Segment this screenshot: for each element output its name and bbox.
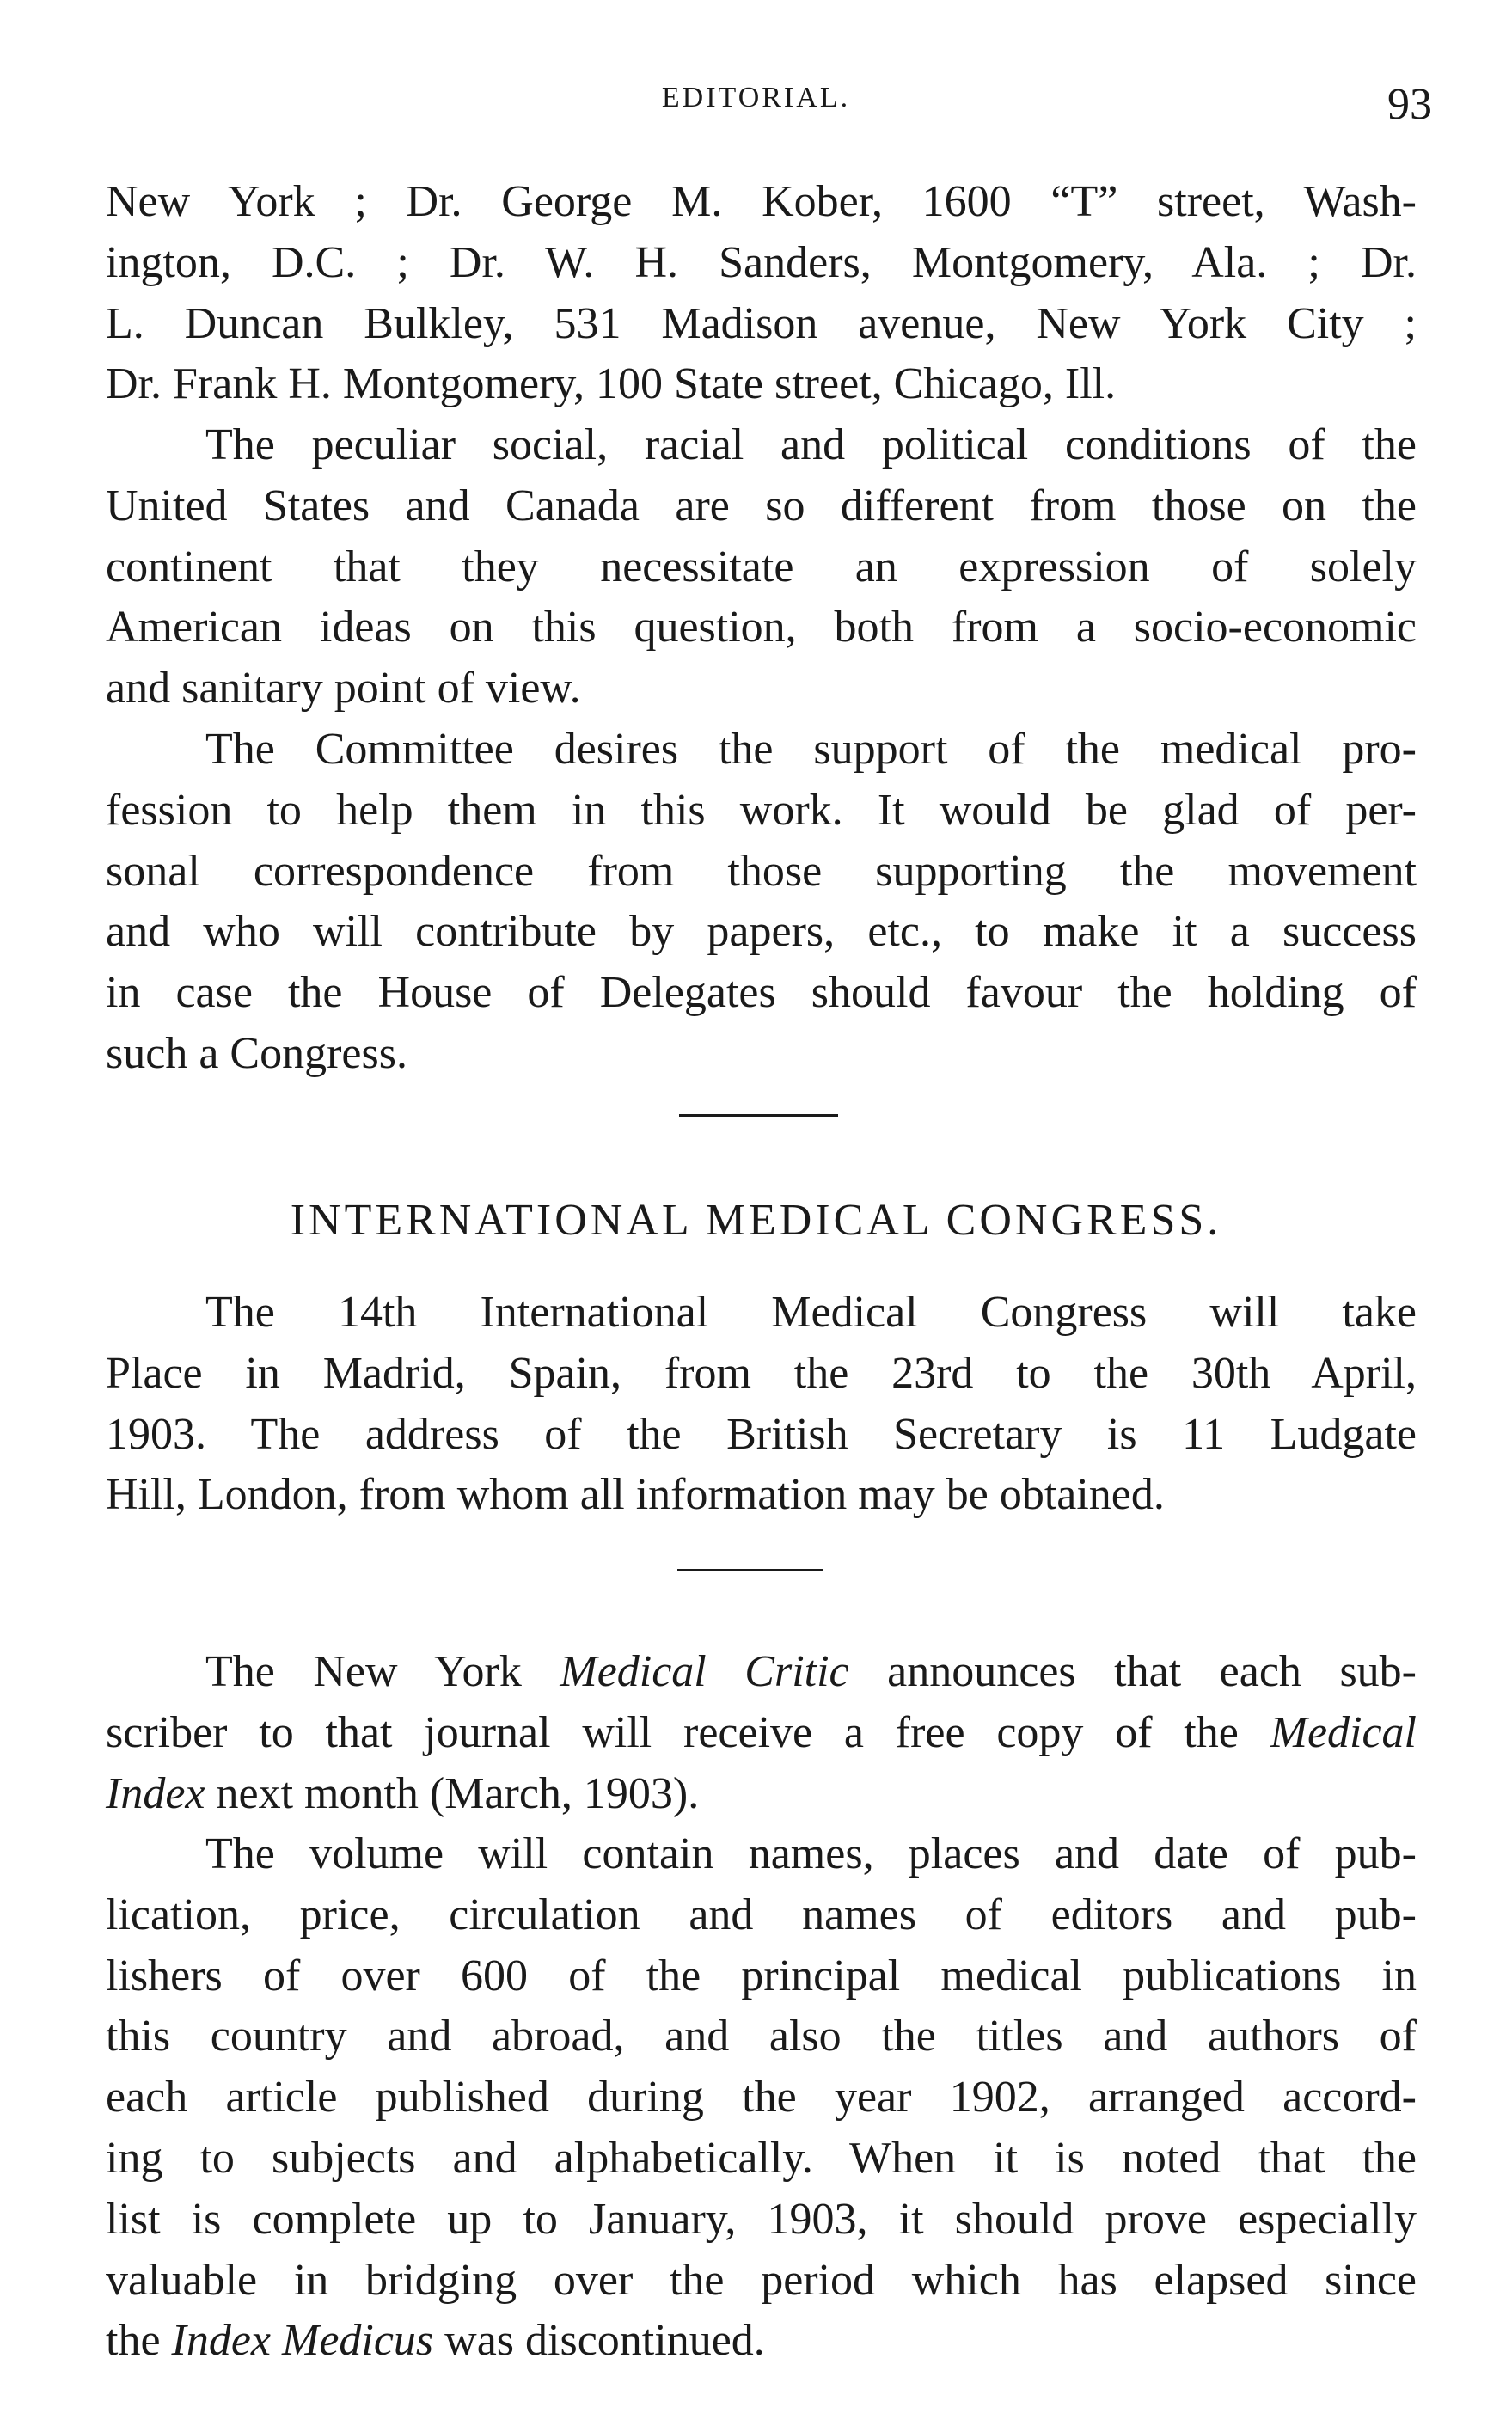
text-line: list is complete up to January, 1903, it should prove especially — [106, 2194, 1417, 2244]
text-line: and sanitary point of view. — [106, 664, 581, 714]
text-line: Dr. Frank H. Montgomery, 100 State street, Chicago, Ill. — [106, 359, 1117, 409]
text-line — [106, 1703, 1417, 1764]
committee-paragraph — [106, 720, 1417, 1085]
page-number: 93 — [1387, 80, 1432, 129]
text-run: scriber to that journal will receive a free copy of the — [106, 1707, 1270, 1757]
text-line: fession to help them in this work. It would be glad of per- — [106, 785, 1417, 835]
text-line: such a Congress. — [106, 1028, 407, 1078]
text-line: United States and Canada are so different from those on the — [106, 481, 1417, 530]
text-run: The New York — [205, 1647, 560, 1696]
text-line — [106, 1764, 1417, 1825]
text-run: next month (March, 1903). — [205, 1768, 700, 1818]
text-line: and who will contribute by papers, etc., to make it a success — [106, 907, 1417, 957]
text-line: The peculiar social, racial and political conditions of the — [205, 420, 1417, 469]
section-divider — [679, 1114, 838, 1117]
text-line: valuable in bridging over the period which has elapsed since — [106, 2255, 1417, 2305]
text-line: this country and abroad, and also the titles and authors of — [106, 2012, 1417, 2061]
congress-paragraph — [106, 1283, 1417, 1526]
section-heading: INTERNATIONAL MEDICAL CONGRESS. — [290, 1196, 1222, 1245]
text-line: New York ; Dr. George M. Kober, 1600 “T” street, Wash- — [106, 177, 1417, 226]
text-line: sonal correspondence from those supporting the movement — [106, 846, 1417, 896]
text-line: 1903. The address of the British Secretary is 11 Ludgate — [106, 1409, 1417, 1459]
text-line: Place in Madrid, Spain, from the 23rd to the 30th April, — [106, 1348, 1417, 1398]
text-line — [106, 2311, 1417, 2372]
volume-paragraph — [106, 1824, 1417, 2372]
journal-title: Medical Critic — [560, 1647, 849, 1696]
text-line: Hill, London, from whom all information may be obtained. — [106, 1470, 1165, 1520]
journal-title: Medical — [1270, 1707, 1417, 1757]
text-line: L. Duncan Bulkley, 531 Madison avenue, New York City ; — [106, 298, 1417, 348]
text-line: The Committee desires the support of the medical pro- — [205, 725, 1417, 774]
journal-title: Index — [106, 1768, 205, 1818]
text-line: in case the House of Delegates should favour the holding of — [106, 968, 1417, 1018]
text-line: ington, D.C. ; Dr. W. H. Sanders, Montgomery, Ala. ; Dr. — [106, 237, 1417, 287]
text-run: announces that each sub- — [848, 1647, 1417, 1696]
text-run: was discontinued. — [433, 2316, 765, 2366]
critic-paragraph — [106, 1642, 1417, 1824]
text-line — [106, 1642, 1417, 1703]
text-line: ing to subjects and alphabetically. When it is noted that the — [106, 2133, 1417, 2183]
text-line: each article published during the year 1902, arranged accord- — [106, 2073, 1417, 2123]
journal-title: Index Medicus — [171, 2316, 434, 2366]
text-line: lication, price, circulation and names of editors and pub- — [106, 1890, 1417, 1939]
running-head: EDITORIAL. — [661, 82, 851, 113]
top-paragraph — [106, 172, 1417, 415]
text-run: the — [106, 2316, 172, 2366]
text-line: continent that they necessitate an expression of solely — [106, 542, 1417, 591]
text-line: The volume will contain names, places and date of pub- — [205, 1829, 1417, 1878]
peculiar-paragraph — [106, 415, 1417, 720]
text-line: American ideas on this question, both from a socio-economic — [106, 603, 1417, 652]
text-line: lishers of over 600 of the principal medical publications in — [106, 1951, 1417, 2000]
text-line: The 14th International Medical Congress will take — [205, 1288, 1417, 1337]
section-divider — [677, 1569, 823, 1571]
